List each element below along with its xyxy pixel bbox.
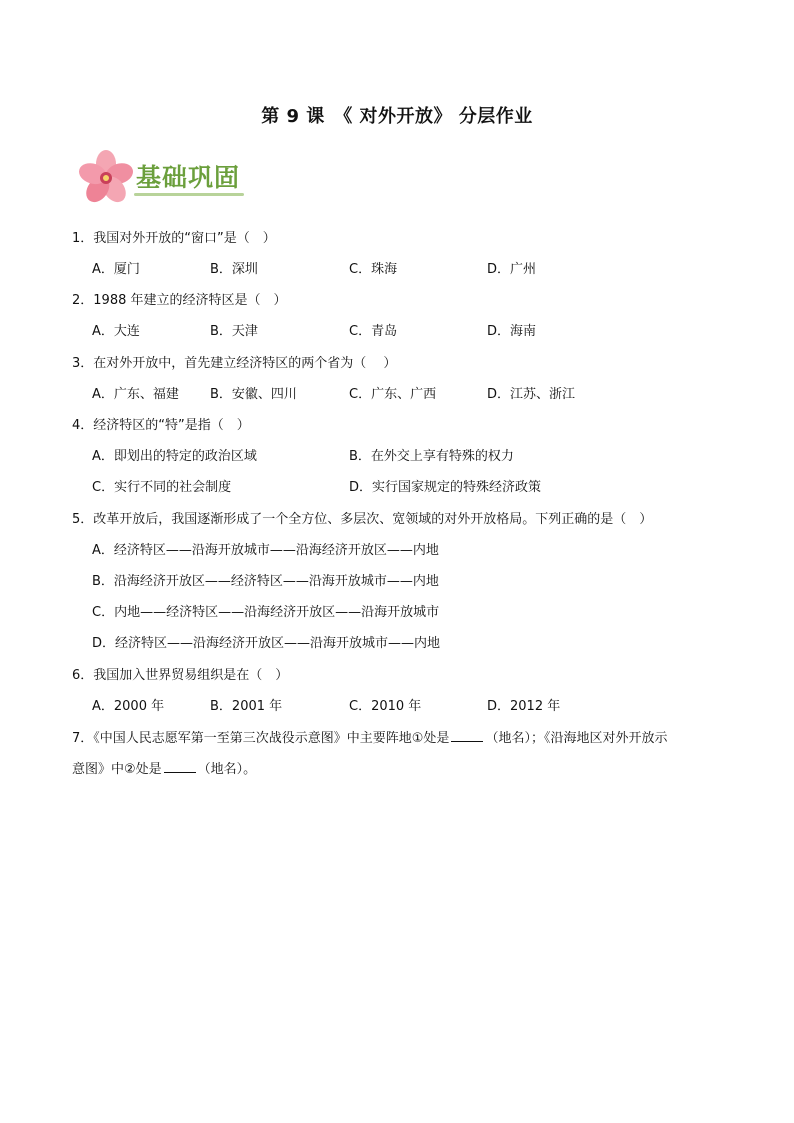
question-2: 2．1988 年建立的经济特区是（ ） <box>72 293 287 308</box>
q6-option-a[interactable]: A．2000 年 <box>92 699 165 714</box>
q5-option-a[interactable]: A．经济特区——沿海开放城市——沿海经济开放区——内地 <box>92 543 439 558</box>
q2-option-a[interactable]: A．大连 <box>92 324 140 339</box>
question-3: 3．在对外开放中，首先建立经济特区的两个省为（ ） <box>72 356 397 371</box>
question-7-line-2 <box>72 758 256 777</box>
q2-option-c[interactable]: C．青岛 <box>349 324 398 339</box>
q4-option-d[interactable]: D．实行国家规定的特殊经济政策 <box>349 480 542 495</box>
question-7-text: 7．《中国人民志愿军第一至第三次战役示意图》中主要阵地①处是 <box>72 731 450 746</box>
q6-option-b[interactable]: B．2001 年 <box>210 699 283 714</box>
question-6: 6．我国加入世界贸易组织是在（ ） <box>72 668 289 683</box>
section-header <box>76 148 276 208</box>
page-title: 第 9 课 《 对外开放》 分层作业 <box>261 106 533 127</box>
answer-blank-2[interactable] <box>164 760 196 773</box>
question-5: 5．改革开放后，我国逐渐形成了一个全方位、多层次、宽领域的对外开放格局。下列正确的是（ ） <box>72 512 653 527</box>
q1-option-a[interactable]: A．厦门 <box>92 262 140 277</box>
q3-option-b[interactable]: B．安徽、四川 <box>210 387 297 402</box>
section-title: 基础巩固 <box>136 163 241 192</box>
q5-option-c[interactable]: C．内地——经济特区——沿海经济开放区——沿海开放城市 <box>92 605 440 620</box>
q4-option-b[interactable]: B．在外交上享有特殊的权力 <box>349 449 514 464</box>
q3-option-a[interactable]: A．广东、福建 <box>92 387 179 402</box>
q4-option-c[interactable]: C．实行不同的社会制度 <box>92 480 232 495</box>
flower-icon <box>76 150 136 206</box>
q3-option-d[interactable]: D．江苏、浙江 <box>487 387 576 402</box>
q5-option-b[interactable]: B．沿海经济开放区——经济特区——沿海开放城市——内地 <box>92 574 439 589</box>
question-7-text: 意图》中②处是 <box>72 762 162 777</box>
q3-option-c[interactable]: C．广东、广西 <box>349 387 437 402</box>
q5-option-d[interactable]: D．经济特区——沿海经济开放区——沿海开放城市——内地 <box>92 636 441 651</box>
q1-option-c[interactable]: C．珠海 <box>349 262 398 277</box>
question-4: 4．经济特区的“特”是指（ ） <box>72 418 250 433</box>
q6-option-c[interactable]: C．2010 年 <box>349 699 422 714</box>
q4-option-a[interactable]: A．即划出的特定的政治区域 <box>92 449 257 464</box>
section-underline <box>134 193 244 196</box>
q1-option-b[interactable]: B．深圳 <box>210 262 258 277</box>
q1-option-d[interactable]: D．广州 <box>487 262 537 277</box>
q6-option-d[interactable]: D．2012 年 <box>487 699 561 714</box>
question-7-line-1 <box>72 727 667 746</box>
answer-blank-1[interactable] <box>451 729 483 742</box>
q2-option-d[interactable]: D．海南 <box>487 324 537 339</box>
question-7-text: （地名）；《沿海地区对外开放示 <box>485 731 668 746</box>
q2-option-b[interactable]: B．天津 <box>210 324 258 339</box>
question-1: 1．我国对外开放的“窗口”是（ ） <box>72 231 276 246</box>
question-7-text: （地名）。 <box>197 762 257 777</box>
